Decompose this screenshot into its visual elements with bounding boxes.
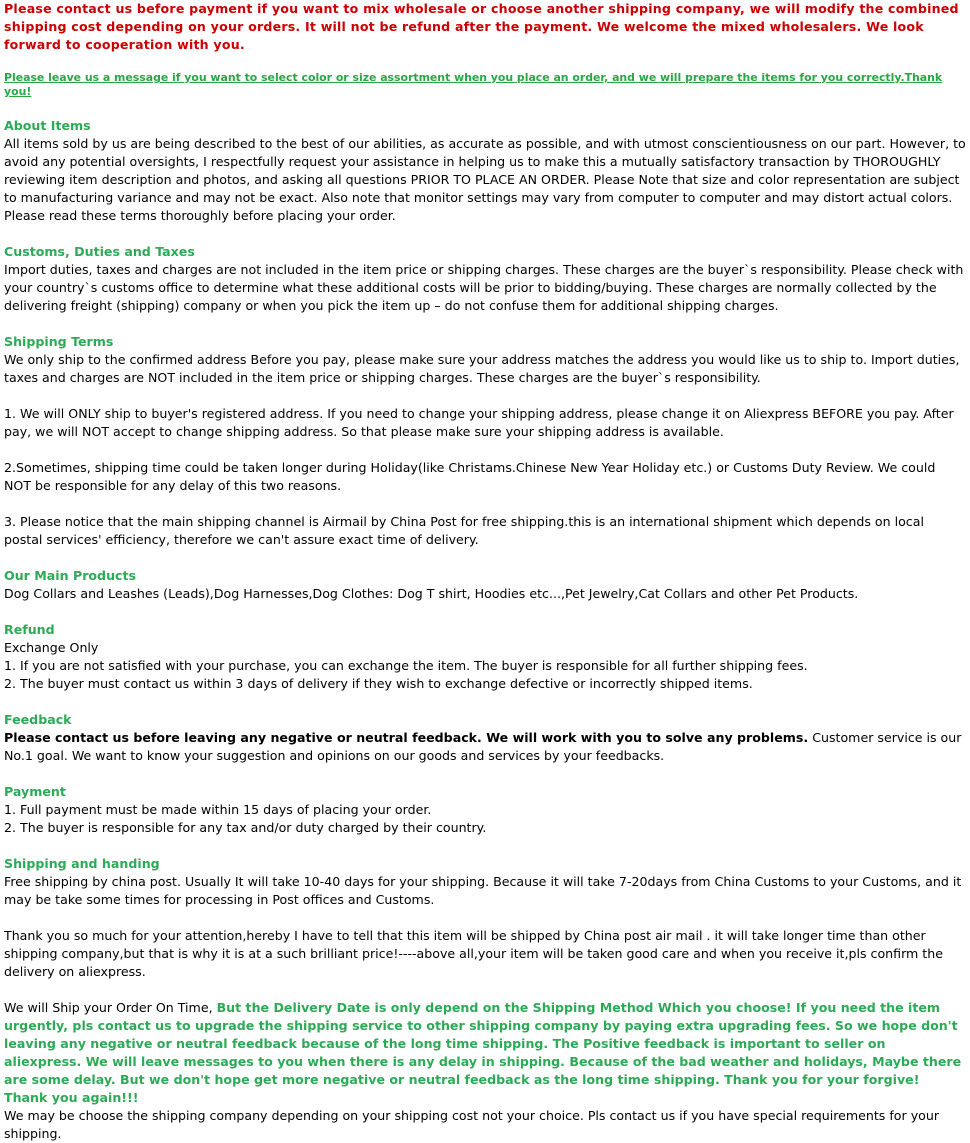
closing-section	[4, 999, 966, 1143]
feedback-section	[4, 711, 966, 765]
closing-final: We may be choose the shipping company depending on your shipping cost not your choice. Pls contact us if you have special requirements for your shipping.	[4, 1108, 940, 1141]
refund-heading: Refund	[4, 622, 55, 637]
shipping-handling-section	[4, 855, 966, 981]
spacer	[4, 387, 966, 405]
shipping-terms-intro: We only ship to the confirmed address Before you pay, please make sure your address matches the address you would like us to ship to. Import duties, taxes and charges are NOT included in the item price or shipping charges. These charges are the buyer`s responsibility.	[4, 352, 960, 385]
refund-line-1: 1. If you are not satisfied with your purchase, you can exchange the item. The buyer is responsible for all further shipping fees.	[4, 658, 808, 673]
spacer	[4, 441, 966, 459]
payment-section	[4, 783, 966, 837]
feedback-rest-text: Customer service is our No.1 goal. We want to know your suggestion and opinions on our goods and services by your feedbacks.	[4, 730, 962, 763]
customs-text: Import duties, taxes and charges are not included in the item price or shipping charges. These charges are the buyer`s responsibility. Please check with your country`s customs office to determine what these additional costs will be prior to bidding/buying. These charges are normally collected by the delivering freight (shipping) company or when you pick the item up – do not confuse them for additional shipping charges.	[4, 262, 964, 313]
refund-line-exchange: Exchange Only	[4, 640, 99, 655]
refund-line-2: 2. The buyer must contact us within 3 days of delivery if they wish to exchange defective or incorrectly shipped items.	[4, 676, 753, 691]
feedback-text	[4, 729, 966, 765]
about-items-text: All items sold by us are being described to the best of our abilities, as accurate as possible, and with utmost conscientiousness on our part. However, to avoid any potential oversights, I respectfully request your assistance in helping us to make this a mutually satisfactory transaction by THOROUGHLY reviewing item description and photos, and asking all questions PRIOR TO PLACE AN ORDER. Please Note that size and color representation are subject to manufacturing variance and may not be exact. Also note that monitor settings may vary from computer to computer and may distort actual colors. Please read these terms thoroughly before placing your order.	[4, 136, 966, 223]
feedback-heading: Feedback	[4, 712, 72, 727]
shipping-handling-heading: Shipping and handing	[4, 856, 160, 871]
shipping-terms-item-1: 1. We will ONLY ship to buyer's registered address. If you need to change your shipping address, please change it on Aliexpress BEFORE you pay. After pay, we will NOT accept to change shipping address. So that please make sure your shipping address is available.	[4, 406, 954, 439]
spacer	[4, 495, 966, 513]
about-items-section	[4, 117, 966, 225]
refund-section	[4, 621, 966, 693]
shipping-terms-heading: Shipping Terms	[4, 334, 114, 349]
shipping-terms-item-3: 3. Please notice that the main shipping channel is Airmail by China Post for free shipping.this is an international shipment which depends on local postal services' efficiency, therefore we can't assure exact time of delivery.	[4, 514, 924, 547]
closing-lead: We will Ship your Order On Time,	[4, 1000, 217, 1015]
shipping-handling-text: Free shipping by china post. Usually It will take 10-40 days for your shipping. Because it will take 7-20days from China Customs to your Customs, and it may be take some times for processing in Post offices and Customs.	[4, 874, 962, 907]
main-products-section	[4, 567, 966, 603]
shipping-handling-thanks: Thank you so much for your attention,hereby I have to tell that this item will be shipped by China post air mail . it will take longer time than other shipping company,but that is why it is at a such brilliant price!----above all,your item will be taken good care and when you receive it,pls confirm the delivery on aliexpress.	[4, 928, 943, 979]
payment-line-2: 2. The buyer is responsible for any tax and/or duty charged by their country.	[4, 820, 487, 835]
closing-delivery-notice: But the Delivery Date is only depend on the Shipping Method Which you choose! If you need the item urgently, pls contact us to upgrade the shipping service to other shipping company by paying extra upgrading fees. So we hope don't leaving any negative or neutral feedback because of the long time shipping. The Positive feedback is important to seller on aliexpress. We will leave messages to you when there is any delay in shipping. Because of the bad weather and holidays, Maybe there are some delay. But we don't hope get more negative or neutral feedback as the long time shipping. Thank you for your forgive! Thank you again!!!	[4, 1000, 962, 1105]
main-products-text: Dog Collars and Leashes (Leads),Dog Harnesses,Dog Clothes: Dog T shirt, Hoodies etc...,Pet Jewelry,Cat Collars and other Pet Products.	[4, 586, 859, 601]
contact-banner: Please contact us before payment if you want to mix wholesale or choose another shipping company, we will modify the combined shipping cost depending on your orders. It will not be refund after the payment. We welcome the mixed wholesalers. We look forward to cooperation with you.	[4, 1, 959, 52]
feedback-bold-text: Please contact us before leaving any negative or neutral feedback. We will work with you to solve any problems.	[4, 730, 809, 745]
spacer	[4, 909, 966, 927]
about-items-heading: About Items	[4, 118, 91, 133]
payment-heading: Payment	[4, 784, 66, 799]
assortment-message-link[interactable]: Please leave us a message if you want to select color or size assortment when you place an order, and we will prepare the items for you correctly.Thank you!	[4, 71, 943, 98]
main-products-heading: Our Main Products	[4, 568, 137, 583]
customs-heading: Customs, Duties and Taxes	[4, 244, 195, 259]
customs-section	[4, 243, 966, 315]
shipping-terms-section	[4, 333, 966, 549]
payment-line-1: 1. Full payment must be made within 15 days of placing your order.	[4, 802, 432, 817]
shipping-terms-item-2: 2.Sometimes, shipping time could be taken longer during Holiday(like Christams.Chinese New Year Holiday etc.) or Customs Duty Review. We could NOT be responsible for any delay of this two reasons.	[4, 460, 936, 493]
closing-text	[4, 999, 966, 1107]
